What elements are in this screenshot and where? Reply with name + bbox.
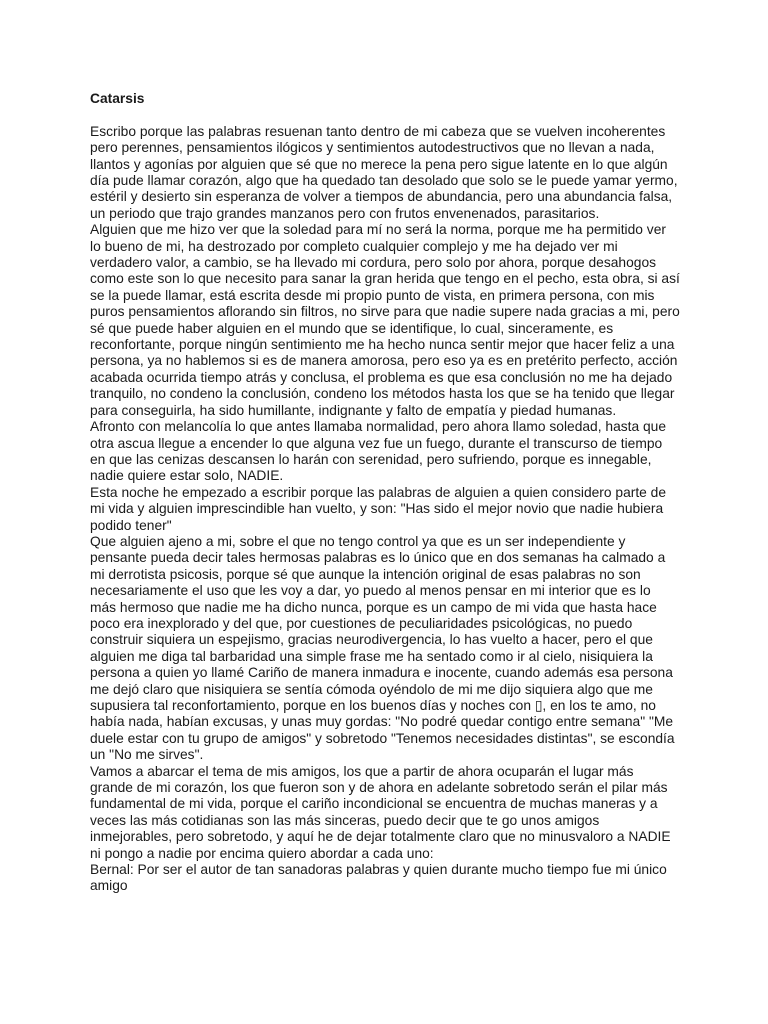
- paragraph-1: Escribo porque las palabras resuenan tanto dentro de mi cabeza que se vuelven incoherentes pero perennes, pensamientos ilógicos y sentimientos autodestructivos que no llevan a nada, llantos y agonías por alguien que sé que no merece la pena pero sigue latente en lo que algún día pude llamar corazón, algo que ha quedado tan desolado que solo se le puede yamar yermo, estéril y desierto sin esperanza de volver a tiempos de abundancia, pero una abundancia falsa, un periodo que trajo grandes manzanos pero con frutos envenenados, parasitarios.: [90, 123, 678, 221]
- paragraph-5: Que alguien ajeno a mi, sobre el que no tengo control ya que es un ser independiente y pensante pueda decir tales hermosas palabras es lo único que en dos semanas ha calmado a mi derrotista psicosis, porque sé que aunque la intención original de esas palabras no son necesariamente el uso que les voy a dar, yo puedo al menos pensar en mi interior que es lo más hermoso que nadie me ha dicho nunca, porque es un campo de mi vida que hasta hace poco era inexplorado y del que, por cuestiones de peculiaridades psicológicas, no puedo construir siquiera un espejismo, gracias neurodivergencia, lo has vuelto a hacer, pero el que alguien me diga tal barbaridad una simple frase me ha sentado como ir al cielo, nisiquiera la persona a quien yo llamé Cariño de manera inmadura e inocente, cuando además esa persona me dejó claro que nisiquiera se sentía cómoda oyéndolo de mi me dijo siquiera algo que me supusiera tal reconfortamiento, porque en los buenos días y noches con ▯, en los te amo, no había nada, habían excusas, y unas muy gordas: "No podré quedar contigo entre semana" "Me duele estar con tu grupo de amigos" y sobretodo "Tenemos necesidades distintas", se escondía un "No me sirves".: [90, 533, 675, 763]
- paragraph-4: Esta noche he empezado a escribir porque las palabras de alguien a quien considero parte de mi vida y alguien imprescindible han vuelto, y son: "Has sido el mejor novio que nadie hubiera podido tener": [90, 484, 667, 533]
- document-body: [90, 91, 680, 895]
- paragraph-7: Bernal: Por ser el autor de tan sanadoras palabras y quien durante mucho tiempo fue mi único amigo: [90, 862, 667, 894]
- paragraph-3: Afronto con melancolía lo que antes llamaba normalidad, pero ahora llamo soledad, hasta que otra ascua llegue a encender lo que alguna vez fue un fuego, durante el transcurso de tiempo en que las cenizas descansen lo harán con serenidad, pero sufriendo, porque es innegable, nadie quiere estar solo, NADIE.: [90, 419, 666, 484]
- document-title: Catarsis: [90, 91, 145, 106]
- paragraph-6: Vamos a abarcar el tema de mis amigos, los que a partir de ahora ocuparán el lugar más grande de mi corazón, los que fueron son y de ahora en adelante sobretodo serán el pilar más fundamental de mi vida, porque el cariño incondicional se encuentra de muchas maneras y a veces las más cotidianas son las más sinceras, puedo decir que te go unos amigos inmejorables, pero sobretodo, y aquí he de dejar totalmente claro que no minusvaloro a NADIE ni pongo a nadie por encima quiero abordar a cada uno:: [90, 763, 671, 861]
- paragraph-2: Alguien que me hizo ver que la soledad para mí no será la norma, porque me ha permitido ver lo bueno de mi, ha destrozado por completo cualquier complejo y me ha dejado ver mi verdadero valor, a cambio, se ha llevado mi cordura, pero solo por ahora, porque desahogos como este son lo que necesito para sanar la gran herida que tengo en el pecho, esta obra, si así se la puede llamar, está escrita desde mi propio punto de vista, en primera persona, con mis puros pensamientos aflorando sin filtros, no sirve para que nadie supere nada gracias a mi, pero sé que puede haber alguien en el mundo que se identifique, lo cual, sinceramente, es reconfortante, porque ningún sentimiento me ha hecho nunca sentir mejor que hacer feliz a una persona, ya no hablemos si es de manera amorosa, pero eso ya es en pretérito perfecto, acción acabada ocurrida tiempo atrás y conclusa, el problema es que esa conclusión no me ha dejado tranquilo, no condeno la conclusión, condeno los métodos hasta los que se ha tenido que llegar para conseguirla, ha sido humillante, indignante y falto de empatía y piedad humanas.: [90, 222, 680, 418]
